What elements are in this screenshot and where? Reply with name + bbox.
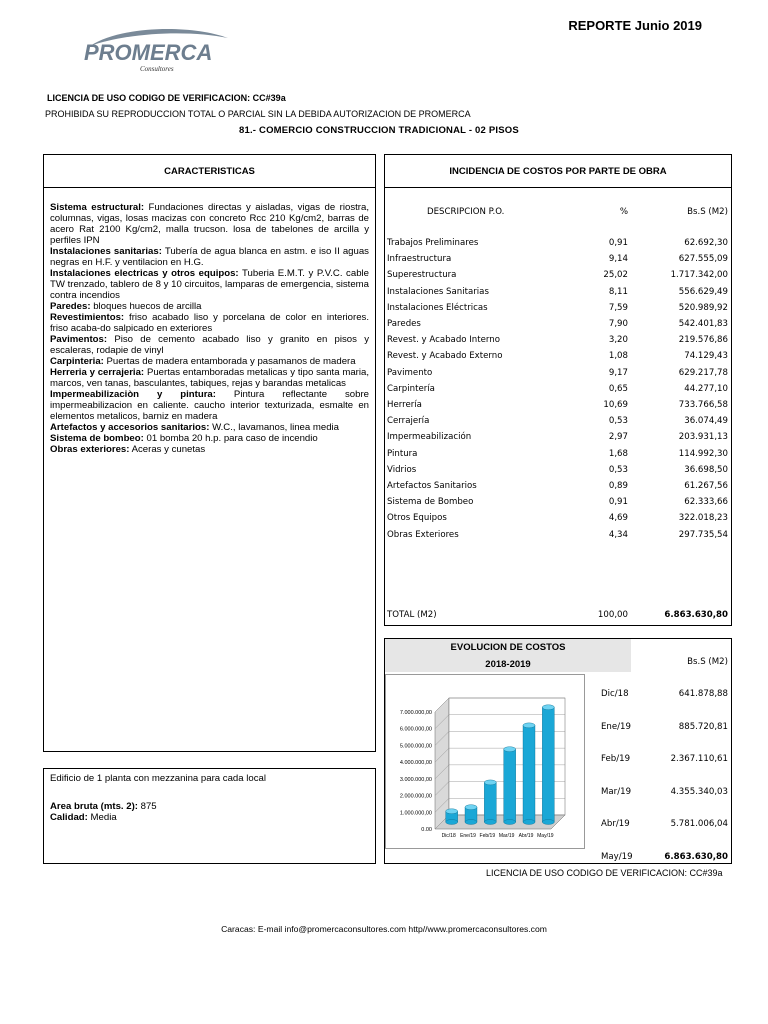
evolution-value: 641.878,88 — [678, 689, 728, 699]
characteristic-label: Obras exteriores: — [50, 444, 130, 455]
chart-y-tick-label: 1.000.000,00 — [399, 810, 432, 817]
incidence-pct: 1,08 — [608, 351, 628, 362]
characteristic-label: Paredes: — [50, 301, 91, 312]
incidence-val: 556.629,49 — [678, 286, 728, 297]
characteristic-label: Pavimentos: — [50, 334, 108, 345]
incidence-val: 62.692,30 — [684, 238, 728, 248]
total-desc: TOTAL (M2) — [387, 610, 437, 620]
characteristics-list — [44, 188, 375, 455]
evolution-row — [597, 722, 728, 736]
chart-bar-top — [446, 809, 458, 814]
col-desc-header: DESCRIPCION P.O. — [427, 207, 505, 217]
incidence-val: 520.989,92 — [678, 302, 728, 313]
chart-bar-base — [542, 820, 554, 825]
incidence-desc: Trabajos Preliminares — [387, 238, 479, 248]
evolution-row — [597, 787, 728, 801]
incidence-pct: 0,53 — [608, 464, 628, 475]
incidence-desc: Instalaciones Sanitarias — [387, 286, 489, 297]
incidence-val: 61.267,56 — [684, 481, 728, 491]
chart-bar — [523, 725, 535, 822]
chart-bar-top — [465, 805, 477, 810]
characteristic-text: 01 bomba 20 h.p. para caso de incendio — [146, 433, 318, 444]
characteristic-item — [50, 246, 369, 268]
incidence-desc: Otros Equipos — [387, 513, 447, 524]
characteristic-text: Pintura reflectante sobre impermeabilizacion en caliente. caucho interior texturizada, esmalte en elementos metalicos, barniz en madera — [50, 389, 369, 422]
characteristic-text: Tuberia E.M.T. y P.V.C. cable TW trenzado, tablero de 8 y 10 circuitos, lamparas de emergencia, sistema contra incendios — [50, 268, 369, 301]
evolution-bar-chart — [385, 674, 585, 849]
incidence-desc: Vidrios — [387, 464, 417, 475]
chart-x-tick-label: Ene/19 — [460, 833, 476, 839]
building-description: Edificio de 1 planta con mezzanina para cada local — [50, 773, 266, 784]
incidence-desc: Paredes — [387, 319, 421, 329]
incidence-val: 627.555,09 — [678, 254, 728, 265]
chart-y-tick-label: 4.000.000,00 — [399, 760, 432, 767]
chart-bar-base — [504, 820, 516, 825]
chart-y-tick-label: 3.000.000,00 — [399, 776, 432, 783]
evolution-period: 2018-2019 — [385, 656, 631, 672]
section-title: 81.- COMERCIO CONSTRUCCION TRADICIONAL - 02 PISOS — [239, 125, 519, 136]
area-row — [50, 801, 369, 812]
characteristic-label: Sistema de bombeo: — [50, 433, 144, 444]
evolution-value: 5.781.006,04 — [670, 819, 728, 829]
characteristic-label: Carpinteria: — [50, 356, 104, 367]
incidence-val: 733.766,58 — [678, 400, 728, 410]
incidence-desc: Artefactos Sanitarios — [387, 481, 477, 491]
chart-x-tick-label: May/19 — [537, 833, 554, 839]
chart-x-tick-label: Dic/18 — [441, 833, 456, 839]
characteristic-item — [50, 433, 369, 444]
promerca-logo — [80, 24, 230, 74]
incidence-row — [387, 270, 728, 284]
evolution-value: 2.367.110,61 — [670, 754, 728, 764]
characteristic-label: Instalaciones sanitarias: — [50, 246, 162, 257]
evolution-value: 4.355.340,03 — [670, 786, 728, 797]
incidence-row — [387, 384, 728, 398]
incidence-pct: 0,91 — [608, 497, 628, 508]
incidence-pct: 1,68 — [608, 448, 628, 459]
prohibition-line: PROHIBIDA SU REPRODUCCION TOTAL O PARCIAL SIN LA DEBIDA AUTORIZACION DE PROMERCA — [45, 109, 471, 119]
incidence-total-row — [387, 610, 728, 624]
incidence-val: 1.717.342,00 — [670, 270, 728, 281]
incidence-desc: Pavimento — [387, 367, 433, 378]
evolution-month: Mar/19 — [601, 786, 632, 797]
characteristics-heading: CARACTERISTICAS — [44, 155, 375, 188]
evolution-value: 885.720,81 — [678, 721, 728, 732]
characteristic-label: Herreria y cerrajeria: — [50, 367, 145, 378]
incidence-val: 322.018,23 — [678, 513, 728, 524]
incidence-pct: 9,14 — [608, 254, 628, 265]
incidence-pct: 0,65 — [608, 383, 628, 394]
incidence-val: 36.074,49 — [684, 416, 728, 427]
incidence-row — [387, 303, 728, 317]
chart-bar — [504, 749, 516, 822]
evolution-value: 6.863.630,80 — [664, 851, 728, 862]
chart-y-tick-label: 5.000.000,00 — [399, 743, 432, 750]
chart-bar-base — [465, 820, 477, 825]
quality-value: Media — [90, 812, 117, 823]
building-info-panel — [43, 768, 376, 864]
evolution-month: May/19 — [601, 851, 633, 862]
evolution-row — [597, 819, 728, 833]
characteristic-text: Fundaciones directas y aisladas, vigas de riostra, columnas, vigas, losas macizas con concreto Rcc 210 Kg/cm2, barras de acero Rat 2100 Kg/cm2, malla trucson. losa de tabelones de arcilla y perfiles IPN — [50, 202, 369, 246]
chart-bar — [542, 707, 554, 822]
incidence-row — [387, 432, 728, 446]
incidence-pct: 25,02 — [603, 270, 628, 281]
chart-bar — [484, 782, 496, 822]
area-label: Area bruta (mts. 2): — [50, 801, 138, 812]
evolution-month: Ene/19 — [601, 721, 631, 732]
evolution-row — [597, 754, 728, 768]
incidence-desc: Infraestructura — [387, 254, 452, 265]
incidence-pct: 0,91 — [608, 238, 628, 248]
incidence-row — [387, 335, 728, 349]
svg-text:Consultores: Consultores — [140, 65, 174, 73]
incidence-row — [387, 351, 728, 365]
incidence-row — [387, 465, 728, 479]
chart-bar-top — [484, 780, 496, 785]
characteristic-text: Tubería de agua blanca en astm. e iso II aguas negras en H.F. y ventilacion en H.G. — [50, 246, 369, 268]
quality-label: Calidad: — [50, 812, 88, 823]
incidence-pct: 10,69 — [603, 400, 628, 410]
incidence-desc: Superestructura — [387, 270, 457, 281]
incidence-desc: Cerrajería — [387, 416, 430, 427]
characteristic-text: bloques huecos de arcilla — [93, 301, 202, 312]
chart-y-tick-label: 6.000.000,00 — [399, 726, 432, 733]
incidence-desc: Revest. y Acabado Interno — [387, 335, 500, 346]
incidence-pct: 4,34 — [608, 529, 628, 540]
license-line: LICENCIA DE USO CODIGO DE VERIFICACION: CC#39a — [47, 93, 286, 103]
incidence-desc: Pintura — [387, 448, 418, 459]
characteristic-text: Piso de cemento acabado liso y granito en pisos y escaleras, rodapie de vinyl — [50, 334, 369, 356]
incidence-val: 542.401,83 — [678, 319, 728, 329]
characteristic-item — [50, 334, 369, 356]
characteristic-text: W.C., lavamanos, linea media — [212, 422, 340, 433]
incidence-heading: INCIDENCIA DE COSTOS POR PARTE DE OBRA — [385, 155, 731, 188]
cost-incidence-panel — [384, 154, 732, 626]
characteristic-label: Instalaciones electricas y otros equipos: — [50, 268, 239, 279]
incidence-val: 629.217,78 — [678, 367, 728, 378]
svg-text:PROMERCA: PROMERCA — [84, 40, 213, 65]
incidence-row — [387, 400, 728, 414]
characteristic-item — [50, 389, 369, 422]
incidence-row — [387, 497, 728, 511]
chart-bar-top — [542, 705, 554, 710]
incidence-pct: 7,59 — [608, 302, 628, 313]
incidence-desc: Sistema de Bombeo — [387, 497, 474, 508]
chart-bar-base — [484, 820, 496, 825]
incidence-row — [387, 481, 728, 495]
incidence-val: 44.277,10 — [684, 383, 728, 394]
characteristic-item — [50, 356, 369, 367]
incidence-pct: 3,20 — [608, 335, 628, 346]
evolution-row — [597, 852, 728, 866]
incidence-desc: Revest. y Acabado Externo — [387, 351, 503, 362]
page-footer: Caracas: E-mail info@promercaconsultores.com http//www.promercaconsultores.com — [221, 924, 547, 934]
incidence-val: 219.576,86 — [678, 335, 728, 346]
incidence-row — [387, 416, 728, 430]
characteristic-item — [50, 367, 369, 389]
chart-bar-top — [523, 723, 535, 728]
characteristic-item — [50, 268, 369, 301]
evolution-month: Feb/19 — [601, 754, 631, 764]
characteristic-label: Artefactos y accesorios sanitarios: — [50, 422, 210, 433]
incidence-desc: Impermeabilización — [387, 432, 472, 443]
evolution-heading: EVOLUCION DE COSTOS — [385, 639, 631, 657]
characteristic-text: Aceras y cunetas — [131, 444, 206, 455]
incidence-pct: 4,69 — [608, 513, 628, 524]
incidence-desc: Obras Exteriores — [387, 529, 459, 540]
characteristic-item — [50, 444, 369, 455]
characteristic-text: Puertas de madera entamborada y pasamanos de madera — [106, 356, 356, 367]
incidence-row — [387, 368, 728, 382]
report-title: REPORTE Junio 2019 — [568, 18, 702, 33]
incidence-desc: Instalaciones Eléctricas — [387, 302, 488, 313]
incidence-row — [387, 254, 728, 268]
incidence-pct: 8,11 — [608, 286, 628, 297]
incidence-desc: Herrería — [387, 400, 422, 410]
chart-y-tick-label: 0.00 — [421, 827, 432, 833]
license-footer: LICENCIA DE USO CODIGO DE VERIFICACION: CC#39a — [486, 868, 723, 878]
characteristic-text: friso acabado liso y porcelana de color en interiores. friso acaba-do salpicado en exteriores — [50, 312, 369, 334]
evolution-col-header: Bs.S (M2) — [687, 657, 728, 667]
incidence-row — [387, 530, 728, 544]
incidence-val: 297.735,54 — [678, 529, 728, 540]
quality-row — [50, 812, 369, 823]
incidence-val: 203.931,13 — [678, 432, 728, 443]
characteristic-item — [50, 301, 369, 312]
chart-bar-top — [504, 747, 516, 752]
chart-y-tick-label: 7.000.000,00 — [399, 710, 432, 716]
chart-x-tick-label: Abr/19 — [518, 833, 534, 839]
incidence-val: 36.698,50 — [684, 464, 728, 475]
incidence-pct: 0,53 — [608, 416, 628, 427]
chart-x-tick-label: Mar/19 — [498, 833, 515, 839]
incidence-row — [387, 319, 728, 333]
incidence-row — [387, 287, 728, 301]
evolution-row — [597, 689, 728, 703]
col-val-header: Bs.S (M2) — [687, 207, 728, 217]
incidence-val: 74.129,43 — [684, 351, 728, 362]
incidence-pct: 7,90 — [608, 319, 628, 329]
characteristic-item — [50, 422, 369, 433]
incidence-desc: Carpintería — [387, 383, 435, 394]
chart-bar-base — [446, 820, 458, 825]
col-pct-header: % — [619, 207, 628, 217]
total-pct: 100,00 — [597, 610, 628, 620]
characteristic-text: Puertas entamboradas metalicas y tipo santa maria, marcos, ven tanas, basculantes, tabiques, rejas y barandas metalicas — [50, 367, 369, 389]
incidence-pct: 0,89 — [608, 481, 628, 491]
chart-y-tick-label: 2.000.000,00 — [399, 793, 432, 800]
incidence-val: 114.992,30 — [678, 448, 728, 459]
evolution-month: Abr/19 — [601, 819, 630, 829]
chart-bar-base — [523, 820, 535, 825]
characteristic-label: Sistema estructural: — [50, 202, 145, 213]
area-value: 875 — [140, 801, 157, 812]
incidence-row — [387, 513, 728, 527]
characteristic-label: Revestimientos: — [50, 312, 125, 323]
incidence-val: 62.333,66 — [684, 497, 728, 508]
characteristic-label: Impermeabilizaciòn y pintura: — [50, 389, 216, 400]
incidence-pct: 9,17 — [608, 367, 628, 378]
incidence-row — [387, 449, 728, 463]
evolution-month: Dic/18 — [601, 689, 629, 699]
characteristics-panel — [43, 154, 376, 752]
incidence-row — [387, 238, 728, 252]
incidence-pct: 2,97 — [608, 432, 628, 443]
characteristic-item — [50, 312, 369, 334]
chart-x-tick-label: Feb/19 — [479, 833, 496, 839]
total-val: 6.863.630,80 — [664, 610, 728, 620]
characteristic-item — [50, 202, 369, 246]
